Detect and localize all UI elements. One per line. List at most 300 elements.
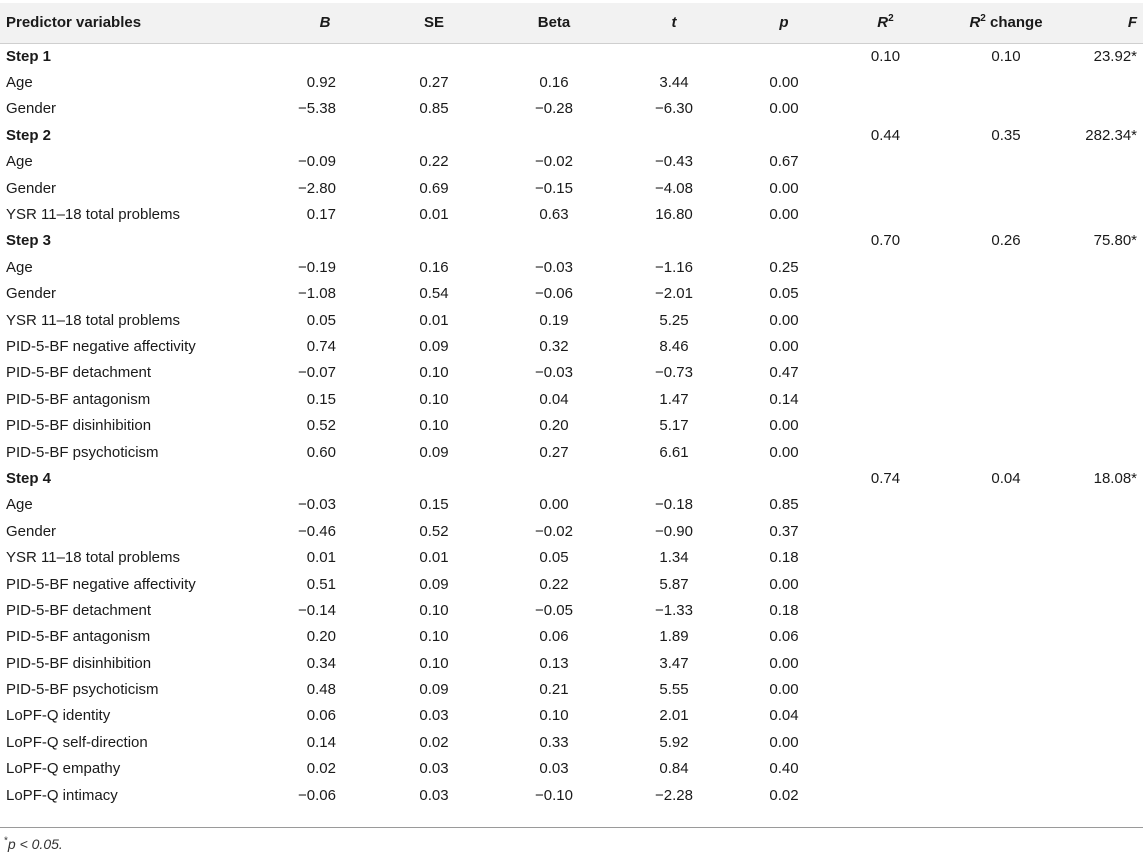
- predictor-cell: Step 2: [6, 126, 52, 144]
- table-row: [0, 69, 1143, 95]
- t-cell: [614, 465, 734, 491]
- beta-cell: −0.10: [535, 786, 573, 804]
- se-cell: [374, 122, 494, 148]
- r2-change-cell: [937, 281, 1075, 307]
- r2-change-cell: [937, 624, 1075, 650]
- r2-change-cell: [937, 756, 1075, 782]
- f-cell: 23.92*: [1093, 47, 1137, 65]
- table-row: [0, 333, 1143, 359]
- f-cell: [1075, 386, 1143, 412]
- se-cell: [374, 465, 494, 491]
- r2-cell: [834, 439, 937, 465]
- b-cell: −0.19: [298, 258, 336, 276]
- footnote-text: p < 0.05.: [7, 836, 63, 852]
- t-cell: 5.17: [659, 417, 689, 435]
- beta-cell: −0.05: [535, 601, 573, 619]
- r2-cell: [834, 201, 937, 227]
- f-cell: [1075, 201, 1143, 227]
- r2-change-cell: [937, 729, 1075, 755]
- beta-cell: −0.03: [535, 364, 573, 382]
- p-cell: 0.00: [769, 337, 799, 355]
- r2-cell: [834, 69, 937, 95]
- beta-cell: 0.13: [539, 654, 569, 672]
- b-cell: 0.48: [306, 681, 336, 699]
- t-cell: −1.16: [655, 258, 693, 276]
- table-row: [0, 624, 1143, 650]
- p-cell: 0.00: [769, 74, 799, 92]
- se-cell: 0.01: [419, 549, 449, 567]
- f-cell: [1075, 756, 1143, 782]
- r2-cell: [834, 756, 937, 782]
- predictor-cell: Step 1: [6, 47, 52, 65]
- beta-cell: 0.00: [539, 496, 569, 514]
- header-b: B: [319, 14, 331, 32]
- se-cell: 0.54: [419, 285, 449, 303]
- r2-change-cell: [937, 492, 1075, 518]
- f-cell: [1075, 729, 1143, 755]
- table-row: [0, 597, 1143, 623]
- r2-change-cell: [937, 544, 1075, 570]
- step-row: [0, 43, 1143, 69]
- se-cell: 0.10: [419, 601, 449, 619]
- se-cell: 0.01: [419, 206, 449, 224]
- se-cell: [374, 228, 494, 254]
- b-cell: −2.80: [298, 179, 336, 197]
- b-cell: 0.74: [306, 337, 336, 355]
- b-cell: [256, 43, 374, 69]
- f-cell: [1075, 676, 1143, 702]
- predictor-cell: LoPF-Q self-direction: [6, 733, 148, 751]
- p-cell: [734, 43, 834, 69]
- f-cell: [1075, 544, 1143, 570]
- r2-cell: 0.74: [870, 469, 901, 487]
- beta-cell: [494, 43, 614, 69]
- b-cell: 0.14: [306, 733, 336, 751]
- r2-change-cell: [937, 439, 1075, 465]
- predictor-cell: PID-5-BF psychoticism: [6, 681, 159, 699]
- f-cell: [1075, 624, 1143, 650]
- b-cell: 0.01: [306, 549, 336, 567]
- p-cell: [734, 465, 834, 491]
- r2-change-cell: [937, 69, 1075, 95]
- table-row: [0, 492, 1143, 518]
- r2-cell: 0.70: [870, 232, 901, 250]
- r2-cell: [834, 333, 937, 359]
- table-row: [0, 439, 1143, 465]
- f-cell: [1075, 360, 1143, 386]
- beta-cell: 0.32: [539, 337, 569, 355]
- t-cell: [614, 228, 734, 254]
- se-cell: 0.09: [419, 575, 449, 593]
- r2-cell: [834, 149, 937, 175]
- f-cell: [1075, 149, 1143, 175]
- beta-cell: −0.15: [535, 179, 573, 197]
- se-cell: 0.09: [419, 443, 449, 461]
- table-row: [0, 571, 1143, 597]
- t-cell: 5.25: [659, 311, 689, 329]
- p-cell: 0.00: [769, 100, 799, 118]
- r2-cell: [834, 96, 937, 122]
- r2-change-cell: [937, 782, 1075, 808]
- f-cell: 282.34*: [1085, 126, 1137, 144]
- f-cell: [1075, 281, 1143, 307]
- b-cell: [256, 122, 374, 148]
- se-cell: 0.10: [419, 417, 449, 435]
- b-cell: 0.05: [306, 311, 336, 329]
- table-row: [0, 96, 1143, 122]
- r2-change-cell: [937, 571, 1075, 597]
- predictor-cell: Gender: [6, 285, 57, 303]
- t-cell: 5.92: [659, 733, 689, 751]
- table-row: [0, 676, 1143, 702]
- b-cell: −0.14: [298, 601, 336, 619]
- table-body: [0, 43, 1143, 808]
- header-predictor: Predictor variables: [6, 14, 142, 32]
- se-cell: 0.69: [419, 179, 449, 197]
- p-cell: 0.14: [769, 390, 799, 408]
- t-cell: 3.47: [659, 654, 689, 672]
- t-cell: [614, 43, 734, 69]
- predictor-cell: LoPF-Q empathy: [6, 760, 121, 778]
- beta-cell: 0.63: [539, 206, 569, 224]
- table-row: [0, 360, 1143, 386]
- p-cell: 0.00: [769, 443, 799, 461]
- b-cell: [256, 465, 374, 491]
- b-cell: 0.51: [306, 575, 336, 593]
- table-row: [0, 729, 1143, 755]
- r2-cell: [834, 597, 937, 623]
- se-cell: [374, 43, 494, 69]
- se-cell: 0.10: [419, 390, 449, 408]
- step-row: [0, 122, 1143, 148]
- f-cell: [1075, 69, 1143, 95]
- beta-cell: 0.03: [539, 760, 569, 778]
- table-bottom-rule: [0, 827, 1143, 828]
- predictor-cell: Gender: [6, 522, 57, 540]
- r2-cell: [834, 412, 937, 438]
- b-cell: −0.03: [298, 496, 336, 514]
- footnote-marker: *: [4, 835, 8, 847]
- se-cell: 0.02: [419, 733, 449, 751]
- r2-cell: [834, 729, 937, 755]
- table-row: [0, 703, 1143, 729]
- table-row: [0, 782, 1143, 808]
- p-cell: 0.18: [769, 601, 799, 619]
- t-cell: −2.28: [655, 786, 693, 804]
- table-row: [0, 175, 1143, 201]
- r2-change-cell: [937, 96, 1075, 122]
- predictor-cell: LoPF-Q identity: [6, 707, 111, 725]
- r2-change-cell: [937, 386, 1075, 412]
- r2-change-cell: [937, 307, 1075, 333]
- p-cell: 0.00: [769, 654, 799, 672]
- predictor-cell: Age: [6, 153, 33, 171]
- r2-cell: [834, 624, 937, 650]
- p-cell: 0.05: [769, 285, 799, 303]
- b-cell: 0.52: [306, 417, 336, 435]
- se-cell: 0.52: [419, 522, 449, 540]
- header-r2-change: $R^2$ change: [969, 13, 1043, 32]
- t-cell: −6.30: [655, 100, 693, 118]
- b-cell: −0.07: [298, 364, 336, 382]
- se-cell: 0.03: [419, 760, 449, 778]
- beta-cell: [494, 122, 614, 148]
- p-cell: 0.06: [769, 628, 799, 646]
- f-cell: [1075, 703, 1143, 729]
- r2-change-cell: 0.35: [991, 126, 1021, 144]
- p-cell: 0.00: [769, 206, 799, 224]
- r2-cell: [834, 650, 937, 676]
- f-cell: [1075, 175, 1143, 201]
- beta-cell: 0.27: [539, 443, 569, 461]
- table-row: [0, 386, 1143, 412]
- beta-cell: 0.16: [539, 74, 569, 92]
- beta-cell: [494, 465, 614, 491]
- se-cell: 0.10: [419, 654, 449, 672]
- header-f: F: [1127, 14, 1137, 32]
- f-cell: [1075, 307, 1143, 333]
- predictor-cell: PID-5-BF disinhibition: [6, 654, 152, 672]
- b-cell: −0.09: [298, 153, 336, 171]
- t-cell: −0.73: [655, 364, 693, 382]
- r2-change-cell: 0.26: [991, 232, 1021, 250]
- b-cell: [256, 228, 374, 254]
- r2-change-cell: [937, 412, 1075, 438]
- t-cell: 8.46: [659, 337, 689, 355]
- t-cell: 2.01: [659, 707, 689, 725]
- se-cell: 0.10: [419, 628, 449, 646]
- t-cell: −0.18: [655, 496, 693, 514]
- f-cell: [1075, 782, 1143, 808]
- t-cell: 3.44: [659, 74, 689, 92]
- b-cell: 0.02: [306, 760, 336, 778]
- beta-cell: [494, 228, 614, 254]
- p-cell: 0.67: [769, 153, 799, 171]
- t-cell: 1.47: [659, 390, 689, 408]
- predictor-cell: PID-5-BF negative affectivity: [6, 575, 196, 593]
- p-cell: [734, 228, 834, 254]
- step-row: [0, 465, 1143, 491]
- t-cell: 5.55: [659, 681, 689, 699]
- table-row: [0, 756, 1143, 782]
- se-cell: 0.16: [419, 258, 449, 276]
- table-row: [0, 650, 1143, 676]
- beta-cell: −0.03: [535, 258, 573, 276]
- p-cell: [734, 122, 834, 148]
- r2-cell: [834, 492, 937, 518]
- se-cell: 0.27: [419, 74, 449, 92]
- table-header-row: [0, 3, 1143, 43]
- beta-cell: 0.33: [539, 733, 569, 751]
- r2-cell: [834, 386, 937, 412]
- table-row: [0, 254, 1143, 280]
- predictor-cell: Step 3: [6, 232, 52, 250]
- f-cell: [1075, 650, 1143, 676]
- t-cell: −0.43: [655, 153, 693, 171]
- f-cell: [1075, 492, 1143, 518]
- p-cell: 0.00: [769, 417, 799, 435]
- t-cell: 16.80: [655, 206, 693, 224]
- f-cell: [1075, 96, 1143, 122]
- t-cell: 5.87: [659, 575, 689, 593]
- predictor-cell: PID-5-BF psychoticism: [6, 443, 159, 461]
- se-cell: 0.85: [419, 100, 449, 118]
- beta-cell: 0.06: [539, 628, 569, 646]
- r2-cell: [834, 676, 937, 702]
- predictor-cell: Gender: [6, 179, 57, 197]
- f-cell: [1075, 254, 1143, 280]
- step-row: [0, 228, 1143, 254]
- regression-table: [0, 3, 1143, 808]
- p-cell: 0.18: [769, 549, 799, 567]
- r2-cell: [834, 703, 937, 729]
- beta-cell: 0.04: [539, 390, 569, 408]
- predictor-cell: PID-5-BF negative affectivity: [6, 337, 196, 355]
- t-cell: [614, 122, 734, 148]
- p-cell: 0.00: [769, 681, 799, 699]
- r2-change-cell: [937, 676, 1075, 702]
- beta-cell: 0.10: [539, 707, 569, 725]
- se-cell: 0.10: [419, 364, 449, 382]
- predictor-cell: Step 4: [6, 469, 52, 487]
- p-cell: 0.00: [769, 311, 799, 329]
- p-cell: 0.00: [769, 575, 799, 593]
- predictor-cell: YSR 11–18 total problems: [6, 206, 180, 224]
- beta-cell: −0.02: [535, 153, 573, 171]
- beta-cell: −0.02: [535, 522, 573, 540]
- r2-change-cell: [937, 254, 1075, 280]
- b-cell: 0.20: [306, 628, 336, 646]
- b-cell: 0.17: [306, 206, 336, 224]
- r2-cell: 0.44: [870, 126, 901, 144]
- b-cell: −5.38: [298, 100, 336, 118]
- table-row: [0, 201, 1143, 227]
- r2-cell: [834, 281, 937, 307]
- p-cell: 0.40: [769, 760, 799, 778]
- b-cell: 0.34: [306, 654, 336, 672]
- f-cell: [1075, 439, 1143, 465]
- f-cell: [1075, 571, 1143, 597]
- f-cell: 75.80*: [1093, 232, 1137, 250]
- f-cell: [1075, 333, 1143, 359]
- se-cell: 0.03: [419, 786, 449, 804]
- b-cell: 0.60: [306, 443, 336, 461]
- p-cell: 0.47: [769, 364, 799, 382]
- f-cell: 18.08*: [1093, 469, 1137, 487]
- r2-change-cell: [937, 149, 1075, 175]
- predictor-cell: Age: [6, 496, 33, 514]
- f-cell: [1075, 412, 1143, 438]
- predictor-cell: LoPF-Q intimacy: [6, 786, 118, 804]
- r2-cell: [834, 544, 937, 570]
- r2-cell: 0.10: [870, 47, 901, 65]
- b-cell: −0.46: [298, 522, 336, 540]
- beta-cell: 0.19: [539, 311, 569, 329]
- r2-cell: [834, 518, 937, 544]
- t-cell: −0.90: [655, 522, 693, 540]
- r2-change-cell: [937, 333, 1075, 359]
- r2-change-cell: [937, 518, 1075, 544]
- r2-change-cell: 0.04: [991, 469, 1021, 487]
- predictor-cell: PID-5-BF detachment: [6, 364, 152, 382]
- table-row: [0, 281, 1143, 307]
- b-cell: 0.06: [306, 707, 336, 725]
- p-cell: 0.37: [769, 522, 799, 540]
- predictor-cell: PID-5-BF detachment: [6, 601, 152, 619]
- r2-change-cell: [937, 597, 1075, 623]
- t-cell: 0.84: [659, 760, 689, 778]
- se-cell: 0.22: [419, 153, 449, 171]
- p-cell: 0.25: [769, 258, 799, 276]
- t-cell: 1.89: [659, 628, 689, 646]
- r2-cell: [834, 782, 937, 808]
- se-cell: 0.03: [419, 707, 449, 725]
- t-cell: 1.34: [659, 549, 689, 567]
- p-cell: 0.00: [769, 179, 799, 197]
- header-beta: Beta: [537, 14, 571, 32]
- beta-cell: 0.20: [539, 417, 569, 435]
- p-cell: 0.00: [769, 733, 799, 751]
- beta-cell: 0.21: [539, 681, 569, 699]
- b-cell: −1.08: [298, 285, 336, 303]
- r2-change-cell: [937, 650, 1075, 676]
- header-t: t: [671, 14, 677, 32]
- table-row: [0, 149, 1143, 175]
- t-cell: −2.01: [655, 285, 693, 303]
- r2-cell: [834, 360, 937, 386]
- b-cell: 0.92: [306, 74, 336, 92]
- header-r2: $R^2$: [877, 13, 894, 32]
- se-cell: 0.01: [419, 311, 449, 329]
- r2-cell: [834, 175, 937, 201]
- r2-change-cell: [937, 201, 1075, 227]
- table-row: [0, 307, 1143, 333]
- p-cell: 0.85: [769, 496, 799, 514]
- b-cell: −0.06: [298, 786, 336, 804]
- t-cell: 6.61: [659, 443, 689, 461]
- table-row: [0, 518, 1143, 544]
- r2-cell: [834, 254, 937, 280]
- predictor-cell: Age: [6, 258, 33, 276]
- predictor-cell: PID-5-BF antagonism: [6, 628, 151, 646]
- beta-cell: −0.28: [535, 100, 573, 118]
- beta-cell: −0.06: [535, 285, 573, 303]
- header-se: SE: [423, 14, 444, 32]
- predictor-cell: YSR 11–18 total problems: [6, 549, 180, 567]
- beta-cell: 0.05: [539, 549, 569, 567]
- se-cell: 0.09: [419, 681, 449, 699]
- predictor-cell: YSR 11–18 total problems: [6, 311, 180, 329]
- f-cell: [1075, 597, 1143, 623]
- r2-change-cell: 0.10: [991, 47, 1021, 65]
- r2-change-cell: [937, 175, 1075, 201]
- beta-cell: 0.22: [539, 575, 569, 593]
- t-cell: −1.33: [655, 601, 693, 619]
- se-cell: 0.09: [419, 337, 449, 355]
- t-cell: −4.08: [655, 179, 693, 197]
- table-row: [0, 544, 1143, 570]
- r2-cell: [834, 307, 937, 333]
- predictor-cell: PID-5-BF disinhibition: [6, 417, 152, 435]
- r2-cell: [834, 571, 937, 597]
- predictor-cell: Gender: [6, 100, 57, 118]
- r2-change-cell: [937, 360, 1075, 386]
- table-footnote: [4, 836, 63, 852]
- p-cell: 0.02: [769, 786, 799, 804]
- header-p: p: [779, 14, 789, 32]
- r2-change-cell: [937, 703, 1075, 729]
- f-cell: [1075, 518, 1143, 544]
